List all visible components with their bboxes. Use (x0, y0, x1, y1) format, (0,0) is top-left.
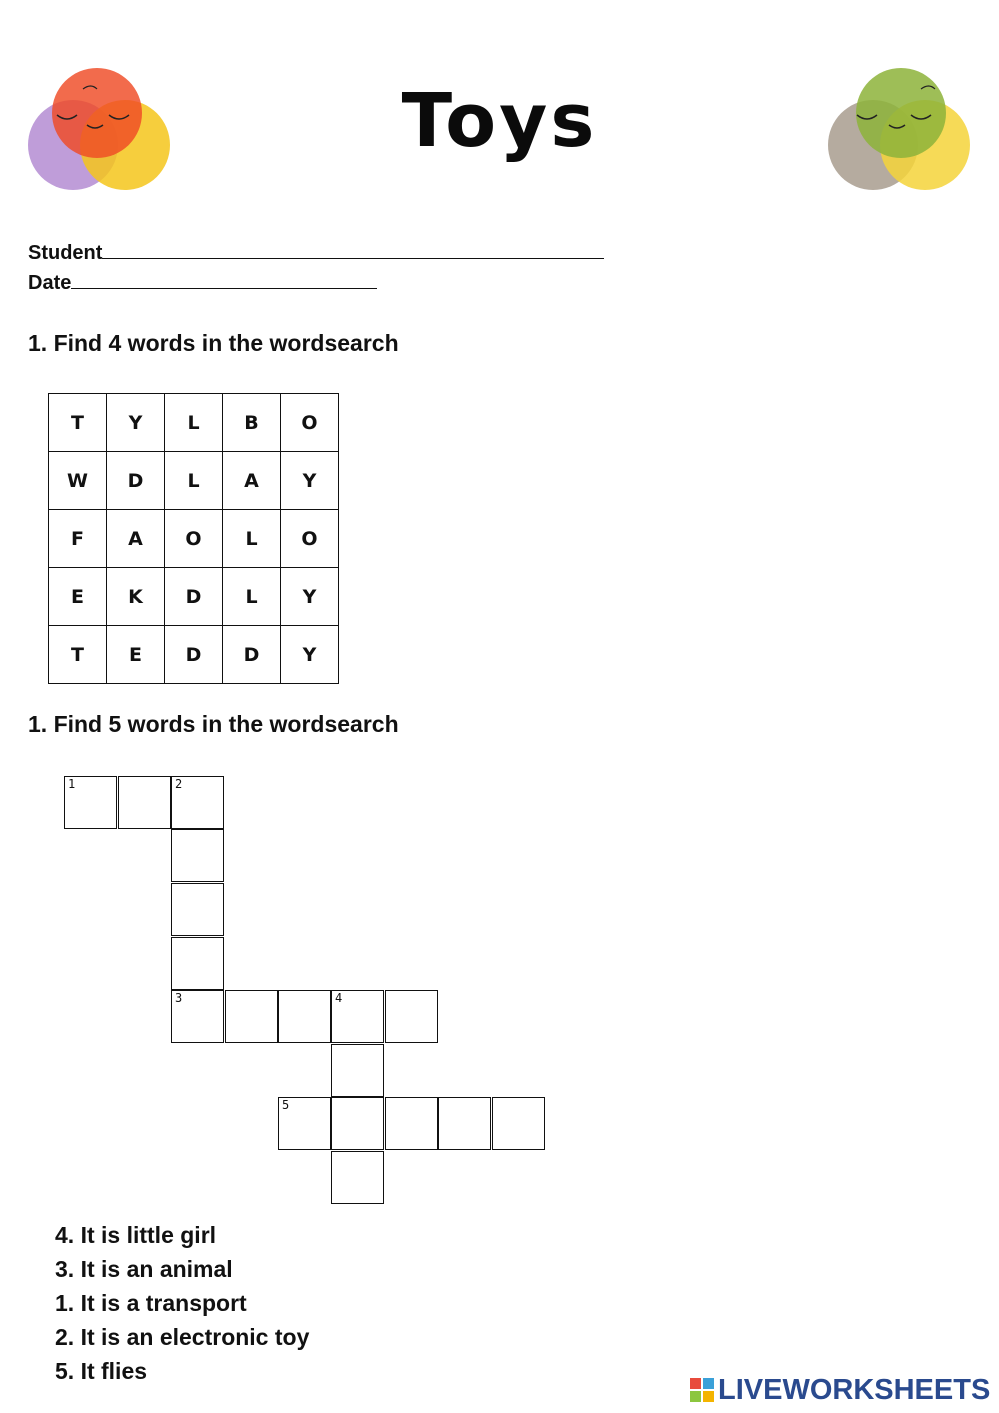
crossword-cell[interactable] (331, 1044, 384, 1097)
wordsearch-cell[interactable]: L (165, 452, 223, 510)
clue-number: 2 (175, 777, 183, 791)
wordsearch-cell[interactable]: F (49, 510, 107, 568)
wordsearch-cell[interactable]: E (107, 626, 165, 684)
date-underline (71, 274, 377, 289)
crossword-cell[interactable] (385, 1097, 438, 1150)
wordsearch-cell[interactable]: T (49, 394, 107, 452)
wordsearch-cell[interactable]: D (107, 452, 165, 510)
wordsearch-cell[interactable]: E (49, 568, 107, 626)
wordsearch-cell[interactable]: D (223, 626, 281, 684)
liveworksheets-brand (690, 1372, 990, 1408)
brand-name: LIVEWORKSHEETS (718, 1373, 991, 1406)
crossword-cell[interactable] (171, 883, 224, 936)
crossword-cell[interactable] (171, 776, 224, 829)
wordsearch-cell[interactable]: T (49, 626, 107, 684)
crossword-cell[interactable] (331, 990, 384, 1043)
clue-item: 2. It is an electronic toy (55, 1324, 310, 1350)
wordsearch-row (49, 394, 339, 452)
crossword-cell[interactable] (225, 990, 278, 1043)
crossword-cell[interactable] (492, 1097, 545, 1150)
wordsearch-cell[interactable]: O (281, 510, 339, 568)
wordsearch-grid (48, 393, 339, 684)
wordsearch-cell[interactable]: L (165, 394, 223, 452)
wordsearch-cell[interactable]: A (107, 510, 165, 568)
crossword-cell[interactable] (331, 1151, 384, 1204)
clue-item: 1. It is a transport (55, 1290, 247, 1316)
crossword-cell[interactable] (278, 990, 331, 1043)
crossword-cell[interactable] (385, 990, 438, 1043)
clue-number: 1 (68, 777, 76, 791)
wordsearch-row (49, 568, 339, 626)
clue-number: 4 (335, 991, 343, 1005)
wordsearch-row (49, 510, 339, 568)
wordsearch-cell[interactable]: L (223, 568, 281, 626)
decorative-circles-logo-right (825, 65, 975, 195)
clue-number: 3 (175, 991, 183, 1005)
wordsearch-cell[interactable]: B (223, 394, 281, 452)
wordsearch-cell[interactable]: Y (281, 452, 339, 510)
crossword-cell[interactable] (278, 1097, 331, 1150)
wordsearch-cell[interactable]: D (165, 568, 223, 626)
wordsearch-row (49, 626, 339, 684)
crossword-clues (55, 1218, 555, 1384)
wordsearch-cell[interactable]: Y (281, 626, 339, 684)
student-label: Student (28, 242, 103, 264)
crossword-cell[interactable] (171, 937, 224, 990)
wordsearch-cell[interactable]: D (165, 626, 223, 684)
page-title: Toys (401, 78, 598, 164)
wordsearch-cell[interactable]: W (49, 452, 107, 510)
wordsearch-cell[interactable]: K (107, 568, 165, 626)
date-label: Date (28, 272, 72, 294)
wordsearch-cell[interactable]: Y (281, 568, 339, 626)
clue-item: 3. It is an animal (55, 1256, 233, 1282)
crossword-cell[interactable] (171, 990, 224, 1043)
clue-item: 5. It flies (55, 1358, 148, 1384)
student-field[interactable] (28, 242, 604, 265)
wordsearch-cell[interactable]: A (223, 452, 281, 510)
clue-number: 5 (282, 1098, 290, 1112)
date-field[interactable] (28, 272, 377, 295)
wordsearch-cell[interactable]: Y (107, 394, 165, 452)
wordsearch-cell[interactable]: O (165, 510, 223, 568)
wordsearch-cell[interactable]: L (223, 510, 281, 568)
crossword-cell[interactable] (118, 776, 171, 829)
liveworksheets-logo-icon (690, 1378, 714, 1402)
wordsearch-cell[interactable]: O (281, 394, 339, 452)
student-underline (102, 244, 604, 259)
crossword-cell[interactable] (171, 829, 224, 882)
clue-item: 4. It is little girl (55, 1222, 217, 1248)
wordsearch-row (49, 452, 339, 510)
section2-heading: 1. Find 5 words in the wordsearch (28, 711, 399, 737)
crossword-cell[interactable] (331, 1097, 384, 1150)
crossword-cell[interactable] (438, 1097, 491, 1150)
section1-heading: 1. Find 4 words in the wordsearch (28, 330, 399, 356)
crossword-cell[interactable] (64, 776, 117, 829)
